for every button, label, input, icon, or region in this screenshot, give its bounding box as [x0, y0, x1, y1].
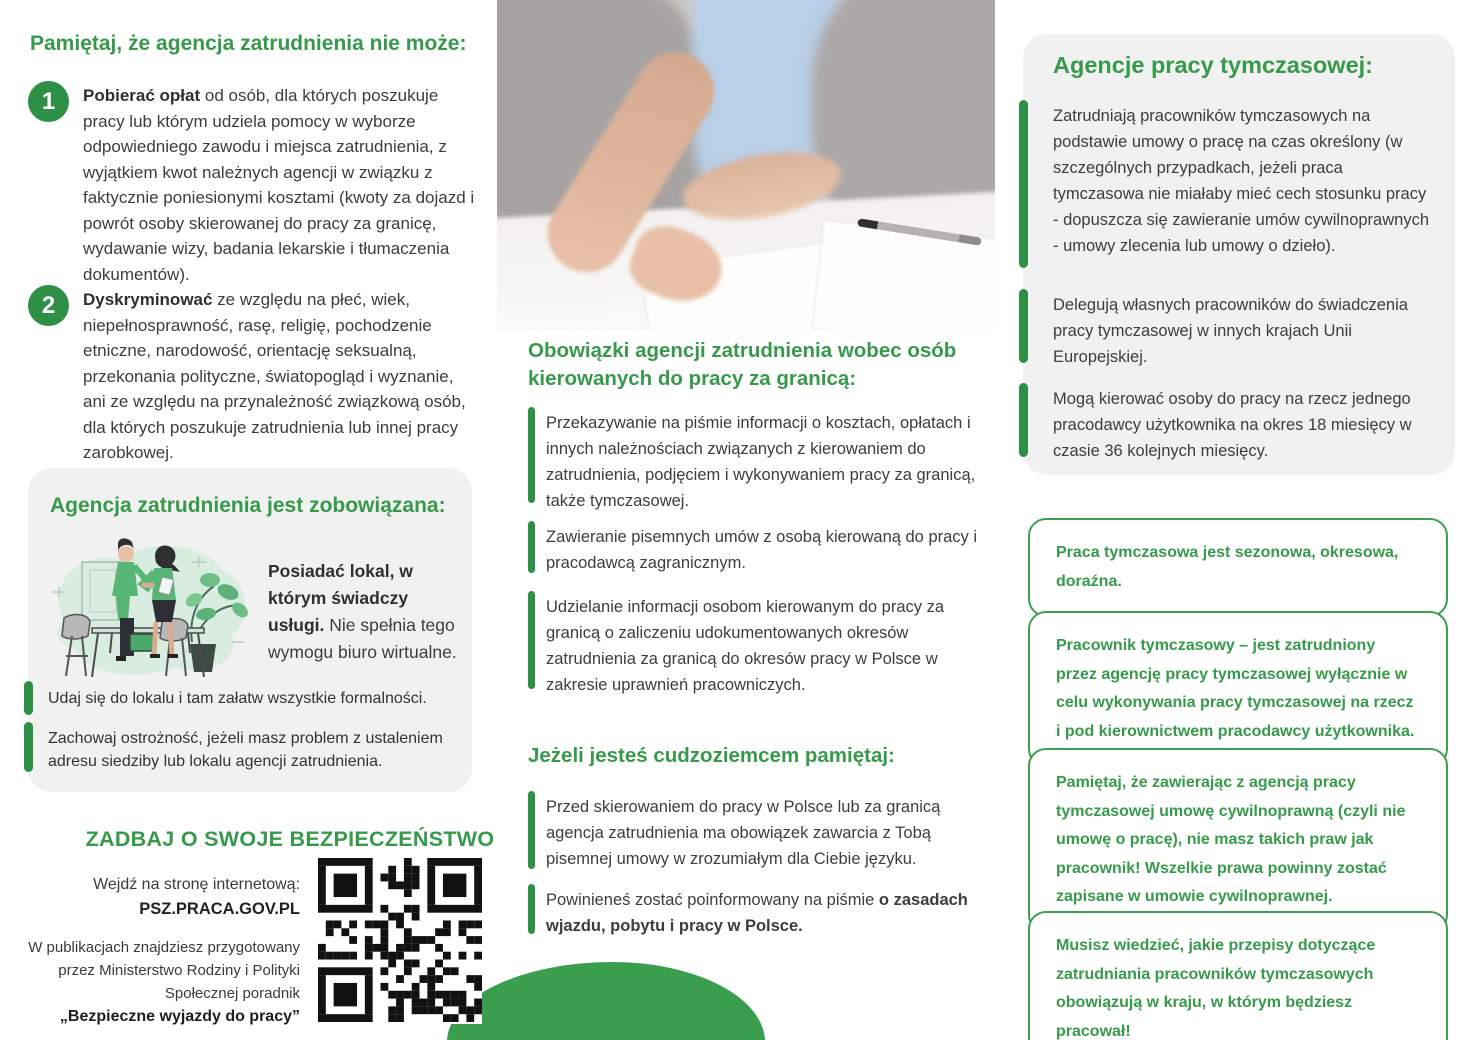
bullet-bar [24, 681, 33, 715]
duty-item-1: Przekazywanie na piśmie informacji o kosztach, opłatach i innych należnościach związanych z kierowaniem do zatrudnienia, podjęciem i wykonywaniem pracy za granicą, także tymczasowej. [546, 414, 976, 510]
info-box-1 [1028, 518, 1448, 617]
list-bar [528, 884, 535, 934]
left-heading: Pamiętaj, że agencja zatrudnienia nie może: [30, 32, 467, 55]
list-bar [528, 791, 535, 869]
green-dome-decoration [447, 962, 765, 1040]
prohibition-item-1-lead: Pobierać opłat [83, 86, 201, 105]
list-bar [1019, 100, 1028, 268]
duty-item-3: Udzielanie informacji osobom kierowanym do pracy za granicą o zaliczeniu udokumentowanych okresów zatrudnienia za granicą do okresów pracy w Polsce w zakresie uprawnień pracowniczych. [546, 598, 945, 694]
card-bullet-1: Udaj się do lokalu i tam załatw wszystkie formalności. [48, 690, 427, 707]
foreigner-item-1: Przed skierowaniem do pracy w Polsce lub za granicą agencja zatrudnienia ma obowiązek zawarcia z Tobą pisemnej umowy w zrozumiałym dla Ciebie języku. [546, 798, 941, 868]
temp-agency-item-1: Zatrudniają pracowników tymczasowych na podstawie umowy o pracę na czas określony (w szczególnych przypadkach, jeżeli praca tymczasowa nie miałaby mieć cech stosunku pracy - dopuszcza się zawieranie umów cywilnoprawnych - umowy zlecenia lub umowy o dzieło). [1053, 107, 1429, 255]
info-box-1-text: Praca tymczasowa jest sezonowa, okresowa, doraźna. [1056, 544, 1399, 590]
card-bullet-2: Zachowaj ostrożność, jeżeli masz problem z ustaleniem adresu siedziby lub lokalu agencji zatrudnienia. [48, 730, 443, 770]
list-bar [528, 521, 535, 573]
website-block [28, 873, 300, 921]
website-url: PSZ.PRACA.GOV.PL [139, 900, 300, 918]
publication-block [28, 936, 300, 1028]
prohibition-item-1-text: od osób, dla których poszukuje pracy lub którym udziela pomocy w wyborze odpowiedniego zawodu i miejsca zatrudnienia, z wyjątkiem kwot należnych agencji w związku z faktycznie poniesionymi kosztami (kwoty za dojazd i powrót osoby skierowanej do pracy za granicę, wydawanie wizy, badania lekarskie i tłumaczenia dokumentów). [83, 86, 475, 284]
bullet-bar [24, 722, 33, 772]
number-2: 2 [41, 291, 56, 319]
qr-code [318, 856, 482, 1024]
number-1: 1 [41, 87, 56, 115]
publication-text: W publikacjach znajdziesz przygotowany przez Ministerstwo Rodziny i Polityki Społecznej poradnik [28, 939, 300, 1002]
visit-line: Wejdź na stronę internetową: [93, 876, 300, 893]
info-box-4 [1028, 911, 1448, 1040]
duties-heading: Obowiązki agencji zatrudnienia wobec osób kierowanych do pracy za granicą: [528, 339, 957, 390]
foreigner-item-2-text: Powinieneś zostać poinformowany na piśmie [546, 891, 879, 909]
foreigner-heading: Jeżeli jesteś cudzoziemcem pamiętaj: [528, 744, 895, 767]
office-handshake-illustration [42, 522, 260, 684]
info-box-3-text: Pamiętaj, że zawierając z agencją pracy tymczasowej umowę cywilnoprawną (czyli nie umowę o pracę), nie masz takich praw jak pracownik! Wszelkie prawa powinny zostać zapisane w umowie cywilnoprawnej. [1056, 774, 1406, 905]
prohibition-item-2-text: ze względu na płeć, wiek, niepełnosprawność, rasę, religię, pochodzenie etniczne, narodowość, orientację seksualną, przekonania polityczne, światopogląd i wyznanie, ani ze względu na przynależność związkową osób, dla których poszukuje zatrudnienia lub innej pracy zarobkowej. [83, 290, 466, 462]
prohibition-item-2-lead: Dyskryminować [83, 290, 213, 309]
publication-title: „Bezpieczne wyjazdy do pracy” [59, 1008, 300, 1025]
foreigner-item-2 [546, 887, 992, 939]
info-box-3 [1028, 748, 1448, 933]
list-bar [528, 407, 535, 503]
obligation-lead: Posiadać lokal, w którym świadczy usługi. [268, 561, 413, 635]
list-bar [1019, 289, 1028, 363]
info-box-4-text: Musisz wiedzieć, jakie przepisy dotyczące zatrudniania pracowników tymczasowych obowiązują w kraju, w którym będziesz pracował! [1056, 937, 1376, 1040]
info-box-2 [1028, 611, 1448, 767]
temp-agency-item-3: Mogą kierować osoby do pracy na rzecz jednego pracodawcy użytkownika na okres 18 miesięcy w czasie 36 kolejnych miesięcy. [1053, 390, 1412, 460]
number-badge-2 [28, 285, 69, 326]
obligation-text [268, 558, 464, 666]
list-bar [1019, 383, 1028, 457]
prohibition-item-1 [83, 83, 479, 287]
number-badge-1 [28, 81, 69, 122]
foreigner-item-2-bold: o zasadach wjazdu, pobytu i pracy w Polsce. [546, 891, 968, 935]
safety-heading: ZADBAJ O SWOJE BEZPIECZEŃSTWO [85, 827, 495, 851]
temp-agency-item-2: Delegują własnych pracowników do świadczenia pracy tymczasowej w innych krajach Unii Europejskiej. [1053, 296, 1408, 366]
info-box-2-text: Pracownik tymczasowy – jest zatrudniony przez agencję pracy tymczasowej wyłącznie w celu wykonywania pracy tymczasowej na rzecz i pod kierownictwem pracodawcy użytkownika. [1056, 637, 1415, 740]
list-bar [528, 591, 535, 689]
obligation-rest: Nie spełnia tego wymogu biuro wirtualne. [268, 615, 457, 662]
prohibition-item-2 [83, 287, 479, 466]
duty-item-2: Zawieranie pisemnych umów z osobą kierowaną do pracy i pracodawcą zagranicznym. [546, 528, 978, 572]
temp-agency-heading: Agencje pracy tymczasowej: [1053, 52, 1373, 78]
handshake-photo [497, 0, 995, 330]
obligation-heading: Agencja zatrudnienia jest zobowiązana: [50, 494, 446, 517]
